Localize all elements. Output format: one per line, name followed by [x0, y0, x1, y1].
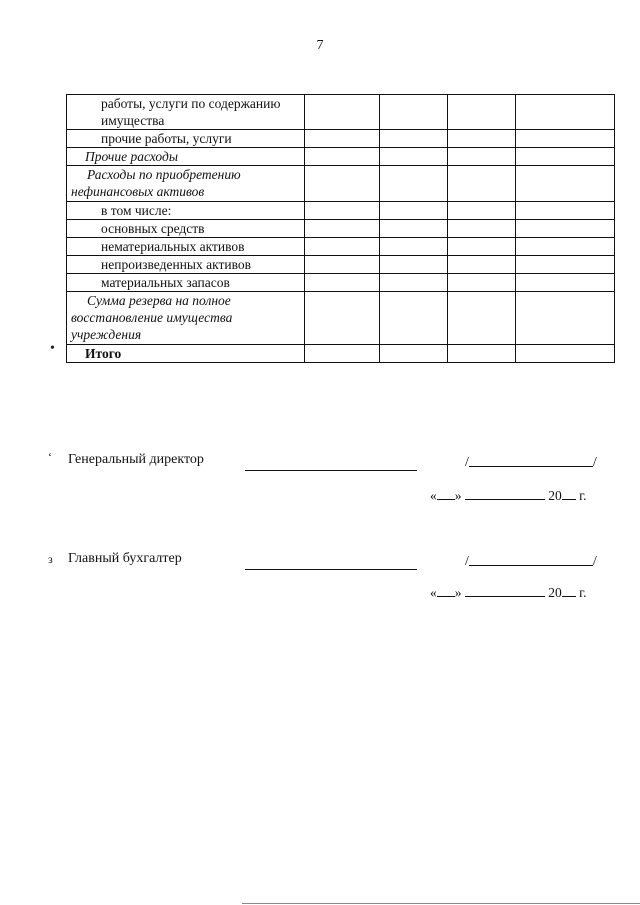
table-cell — [516, 95, 615, 130]
table-row — [67, 274, 615, 292]
table-cell — [305, 220, 380, 238]
accountant-date — [430, 584, 587, 601]
table-cell — [380, 256, 448, 274]
director-signature-line — [245, 470, 417, 471]
scan-mark: ‘ — [48, 450, 52, 464]
month-blank — [465, 487, 545, 500]
row-label-other-works: прочие работы, услуги — [67, 130, 305, 148]
table-cell — [516, 130, 615, 148]
row-label-intangible-assets: нематериальных активов — [67, 238, 305, 256]
table-cell — [380, 166, 448, 202]
table-cell — [448, 166, 516, 202]
row-label-fixed-assets: основных средств — [67, 220, 305, 238]
slash: / — [592, 455, 597, 470]
table-cell — [448, 256, 516, 274]
table-cell — [305, 256, 380, 274]
table-row — [67, 202, 615, 220]
name-blank — [469, 452, 593, 467]
table-cell — [448, 148, 516, 166]
row-label-text: Расходы по приобретению нефинансовых активов — [71, 167, 241, 199]
year-suffix: г. — [579, 488, 587, 503]
table-row — [67, 166, 615, 202]
table-row — [67, 220, 615, 238]
year-prefix: 20 — [548, 488, 562, 503]
row-label-text: Сумма резерва на полное восстановление имущества учреждения — [71, 293, 233, 342]
day-blank — [437, 584, 455, 597]
table-row — [67, 130, 615, 148]
table-row — [67, 95, 615, 130]
table-cell — [380, 202, 448, 220]
row-label-nonproduced-assets: непроизведенных активов — [67, 256, 305, 274]
quote-open: « — [430, 488, 437, 503]
table-cell — [448, 220, 516, 238]
row-label-other-expenses: Прочие расходы — [67, 148, 305, 166]
table-cell — [516, 238, 615, 256]
quote-close: » — [454, 488, 462, 503]
table-cell — [305, 166, 380, 202]
table-cell — [516, 220, 615, 238]
table-cell — [516, 202, 615, 220]
table-cell — [448, 130, 516, 148]
table-cell — [516, 345, 615, 363]
month-blank — [465, 584, 545, 597]
table-cell — [305, 130, 380, 148]
table-cell — [448, 292, 516, 345]
table-cell — [516, 256, 615, 274]
table-row — [67, 238, 615, 256]
quote-close: » — [454, 585, 462, 600]
row-label-reserve-amount — [67, 292, 305, 345]
name-blank — [469, 551, 593, 566]
row-label-text: работы, услуги по содержанию имущества — [101, 96, 281, 128]
row-label-total: Итого — [67, 345, 305, 363]
slash: / — [592, 554, 597, 569]
row-label-inventories: материальных запасов — [67, 274, 305, 292]
year-blank — [562, 584, 576, 597]
scan-edge-line — [242, 903, 640, 904]
table-cell — [380, 238, 448, 256]
page-number: 7 — [316, 38, 324, 53]
table-cell — [305, 345, 380, 363]
year-blank — [562, 487, 576, 500]
table-cell — [305, 238, 380, 256]
table-row — [67, 148, 615, 166]
director-name-line — [465, 452, 602, 471]
quote-open: « — [430, 585, 437, 600]
table-cell — [448, 345, 516, 363]
table-cell — [305, 274, 380, 292]
slash: / — [465, 455, 469, 470]
row-label-nonfinancial-assets — [67, 166, 305, 202]
table-cell — [305, 202, 380, 220]
year-prefix: 20 — [548, 585, 562, 600]
table-row — [67, 292, 615, 345]
report-table — [66, 94, 615, 363]
table-cell — [380, 148, 448, 166]
accountant-name-line — [465, 551, 602, 570]
table-cell — [380, 95, 448, 130]
table-cell — [380, 130, 448, 148]
scan-mark: • — [50, 341, 55, 356]
table-cell — [305, 292, 380, 345]
accountant-signature-line — [245, 569, 417, 570]
table-cell — [448, 274, 516, 292]
table-cell — [380, 292, 448, 345]
table-cell — [448, 238, 516, 256]
table-cell — [448, 202, 516, 220]
table-row — [67, 256, 615, 274]
slash: / — [465, 554, 469, 569]
table-cell — [380, 220, 448, 238]
table-cell — [380, 345, 448, 363]
director-date — [430, 487, 587, 504]
director-label: Генеральный директор — [68, 452, 204, 467]
table-cell — [305, 95, 380, 130]
year-suffix: г. — [579, 585, 587, 600]
row-label-maintenance — [67, 95, 305, 130]
table-cell — [448, 95, 516, 130]
table-cell — [516, 148, 615, 166]
accountant-label: Главный бухгалтер — [68, 551, 182, 566]
table-cell — [305, 148, 380, 166]
table-cell — [516, 166, 615, 202]
table-cell — [380, 274, 448, 292]
table-cell — [516, 274, 615, 292]
day-blank — [437, 487, 455, 500]
table-cell — [516, 292, 615, 345]
table-row — [67, 345, 615, 363]
row-label-including: в том числе: — [67, 202, 305, 220]
scan-mark: з — [48, 552, 53, 566]
